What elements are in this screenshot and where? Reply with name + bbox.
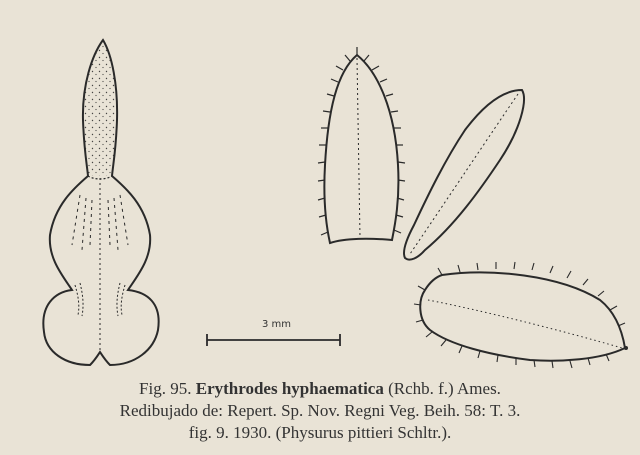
petal-drawing (404, 90, 524, 260)
petal-outline (404, 90, 524, 260)
lateral-sepal-outline (420, 272, 625, 360)
lateral-sepal-midvein (428, 300, 622, 348)
figure-number: Fig. 95. (139, 379, 192, 398)
lip-drawing (43, 40, 158, 365)
lip-apex-stipple (80, 40, 120, 176)
species-authority: (Rchb. f.) Ames. (388, 379, 501, 398)
dorsal-sepal-drawing (318, 47, 405, 243)
lateral-sepal-drawing (414, 262, 628, 368)
caption-line-2: Redibujado de: Repert. Sp. Nov. Regni Veg. Beih. 58: T. 3. (119, 401, 521, 420)
scale-label: 3 mm (262, 319, 292, 330)
petal-midvein (410, 94, 518, 254)
dorsal-sepal-midvein (357, 58, 360, 238)
lateral-sepal-apex-dot (624, 346, 628, 350)
dorsal-sepal-outline (324, 55, 398, 243)
dorsal-sepal-hairs (318, 47, 405, 235)
lateral-sepal-hairs (414, 262, 625, 368)
species-name: Erythrodes hyphaematica (195, 379, 384, 398)
caption-line-1 (0, 378, 640, 399)
caption-line-3: fig. 9. 1930. (Physurus pittieri Schltr.). (188, 423, 452, 442)
scale-bar (207, 334, 340, 346)
